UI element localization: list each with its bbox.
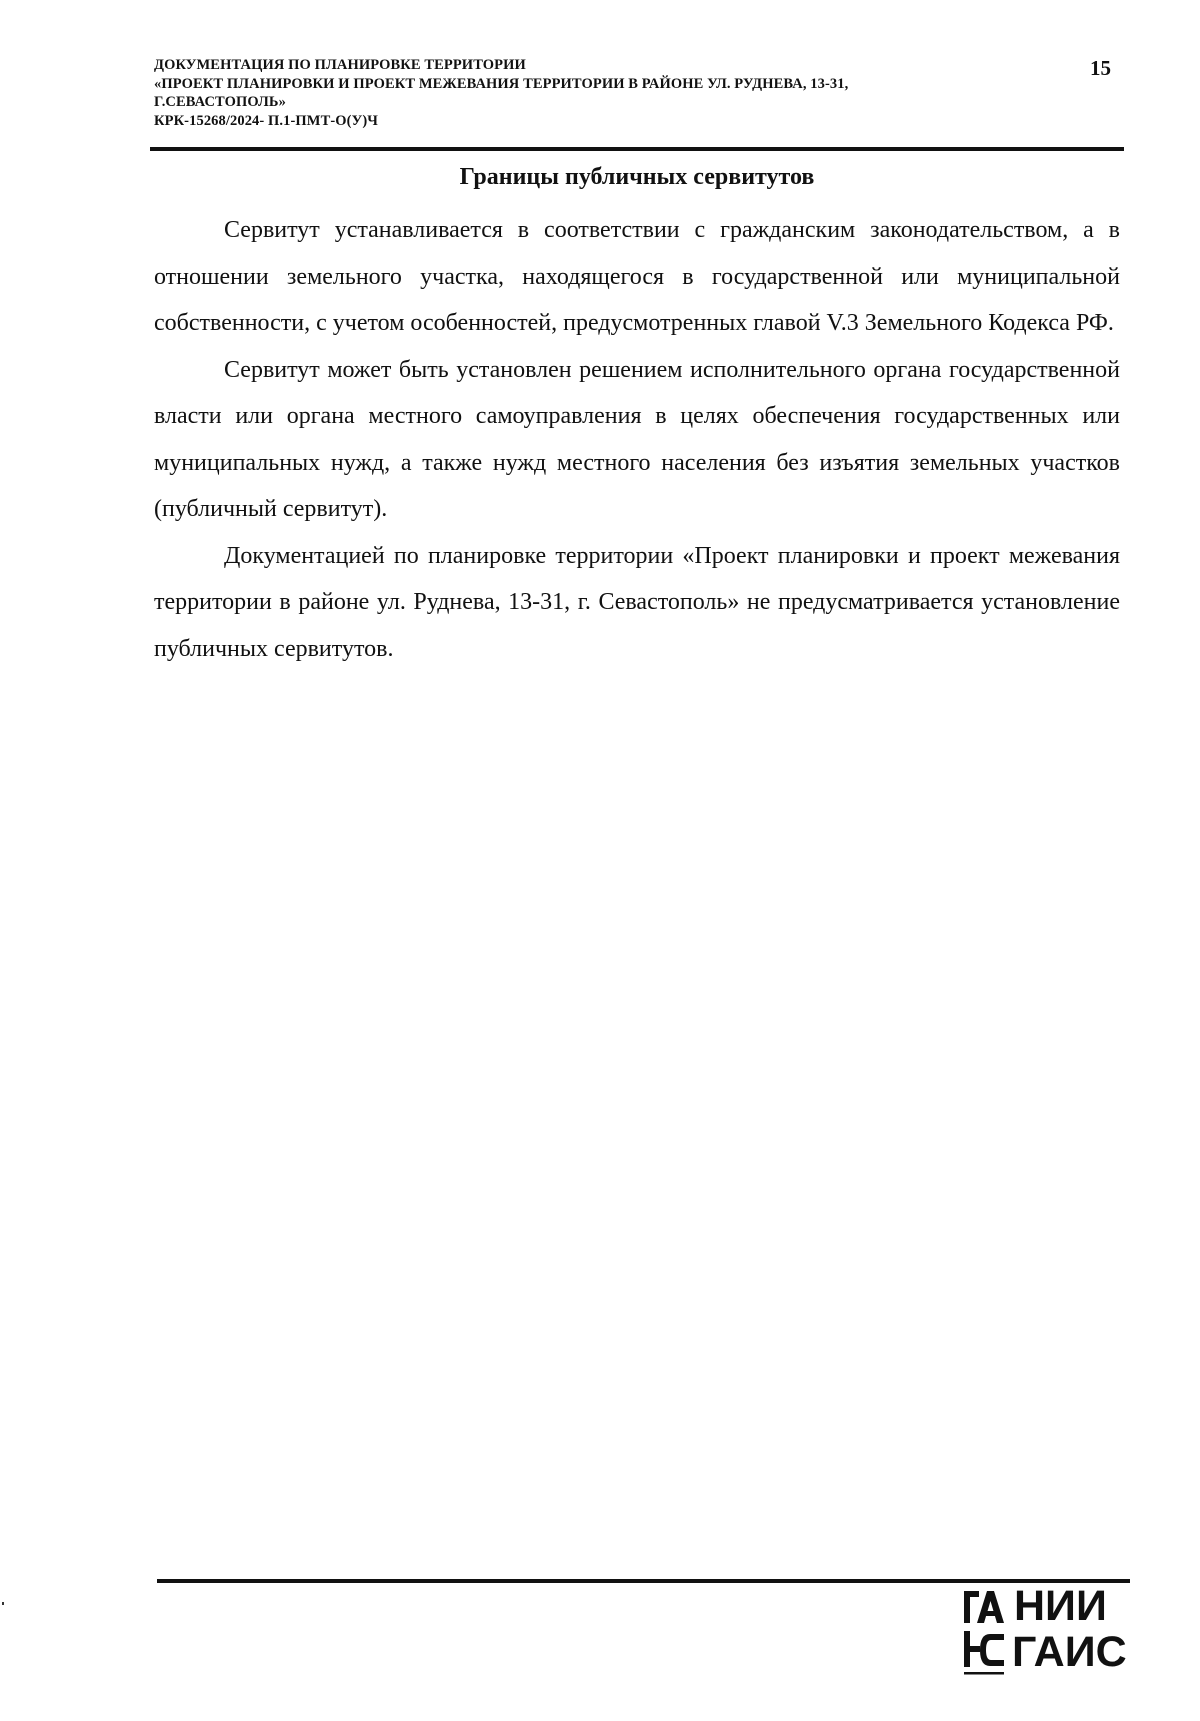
header-line-1: ДОКУМЕНТАЦИЯ ПО ПЛАНИРОВКЕ ТЕРРИТОРИИ bbox=[154, 57, 526, 73]
paragraph-1: Сервитут устанавливается в соответствии с гражданским законодательством, а в отношении земельного участка, находящегося в государственной или муниципальной собственности, с учетом особенностей, предусмотренных главой V.3 Земельного Кодекса РФ. bbox=[154, 217, 1120, 336]
header-line-3: Г.СЕВАСТОПОЛЬ» bbox=[154, 94, 286, 110]
footer-divider bbox=[157, 1579, 1130, 1583]
paragraph-3: Документацией по планировке территории «Проект планировки и проект межевания территории в районе ул. Руднева, 13-31, г. Севастополь» не предусматривается установление публичных сервитутов. bbox=[154, 542, 1120, 662]
section-body bbox=[154, 207, 1120, 672]
section-title: Границы публичных сервитутов bbox=[459, 164, 815, 190]
page-number: 15 bbox=[1090, 56, 1111, 80]
logo-line-1: НИИ bbox=[1014, 1582, 1107, 1630]
header-line-4: КРК-15268/2024- П.1-ПМТ-О(У)Ч bbox=[154, 112, 379, 129]
header-divider bbox=[150, 147, 1124, 151]
header-line-2: «ПРОЕКТ ПЛАНИРОВКИ И ПРОЕКТ МЕЖЕВАНИЯ ТЕРРИТОРИИ В РАЙОНЕ УЛ. РУДНЕВА, 13-31, bbox=[154, 75, 849, 92]
logo-line-2: ГАИС bbox=[1012, 1628, 1127, 1676]
document-header bbox=[154, 56, 1054, 130]
company-logo bbox=[962, 1582, 1132, 1679]
paragraph-2: Сервитут может быть установлен решением исполнительного органа государственной власти или органа местного самоуправления в целях обеспечения государственных или муниципальных нужд, а также нужд местного населения без изъятия земельных участков (публичный сервитут). bbox=[154, 356, 1120, 522]
scan-edge-mark bbox=[2, 1602, 4, 1605]
